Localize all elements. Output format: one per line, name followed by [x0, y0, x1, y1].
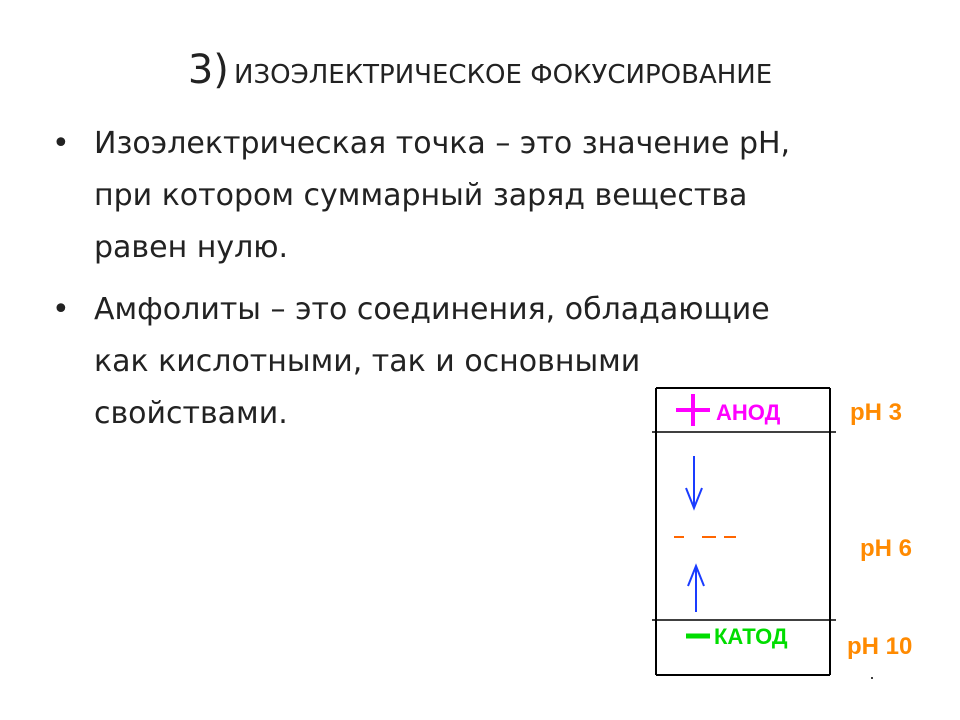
slide-title [0, 40, 960, 108]
bullet-line: свойствами. [94, 396, 288, 431]
bullet-line: Амфолиты – это соединения, обладающие [94, 292, 770, 327]
anode-label: АНОД [716, 400, 781, 425]
dot-mark [871, 677, 873, 679]
cathode-label: КАТОД [714, 624, 788, 649]
bullet-isoelectric-point [52, 118, 912, 274]
bullet-line: равен нулю. [94, 230, 289, 265]
isoelectric-focusing-diagram [640, 380, 940, 700]
bullet-marker: • [52, 126, 70, 161]
diagram-svg [640, 380, 940, 700]
title-text: ИЗОЭЛЕКТРИЧЕСКОЕ ФОКУСИРОВАНИЕ [234, 60, 773, 90]
up-arrow-icon [688, 566, 704, 612]
title-number: 3) [187, 47, 229, 93]
ph-label-10: pH 10 [847, 633, 913, 660]
bullet-line: Изоэлектрическая точка – это значение pH, [94, 126, 791, 161]
bullet-marker: • [52, 292, 70, 327]
down-arrow-icon [686, 456, 702, 508]
bullet-line: при котором суммарный заряд вещества [94, 178, 748, 213]
anode-label-group [676, 394, 781, 426]
ph-label-3: pH 3 [850, 399, 903, 426]
cathode-label-group [686, 624, 788, 649]
ph-label-6: pH 6 [860, 535, 913, 562]
bullet-line: как кислотными, так и основными [94, 344, 641, 379]
